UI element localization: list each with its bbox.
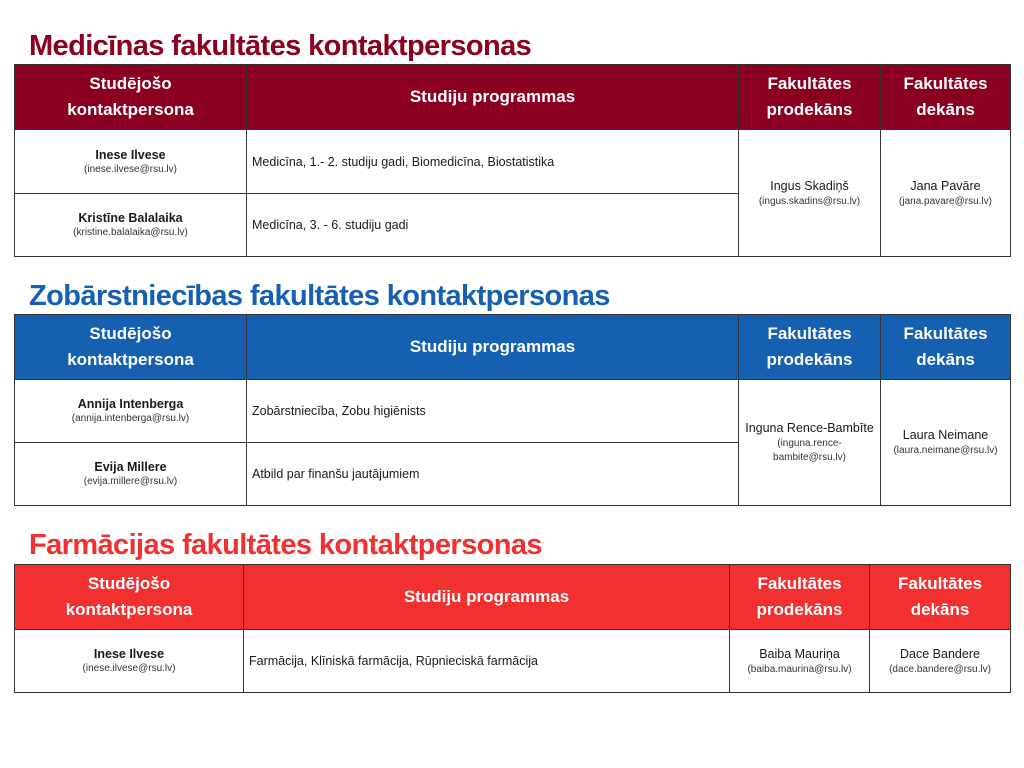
medicine-header-row [15,65,1011,130]
header-programs: Studiju programmas [247,315,739,380]
vice-dean-name: Inguna Rence-Bambīte [745,421,874,435]
contact-person-cell [15,380,247,443]
vice-dean-email[interactable]: (baiba.maurina@rsu.lv) [747,663,852,675]
medicine-contacts-table [14,64,1011,257]
programs-cell: Medicīna, 3. - 6. studiju gadi [247,194,739,257]
contact-name: Kristīne Balalaika [78,211,183,225]
dean-name: Dace Bandere [900,646,980,661]
header-vice-dean: Fakultātes prodekāns [739,65,881,130]
dean-cell [881,380,1011,506]
contact-person-cell [15,130,247,194]
vice-dean-cell [730,630,870,693]
programs-cell: Zobārstniecība, Zobu higiēnists [247,380,739,443]
dean-cell [881,130,1011,257]
dean-email[interactable]: (dace.bandere@rsu.lv) [889,663,991,675]
vice-dean-email[interactable]: (inguna.rence-bambite@rsu.lv) [773,438,846,463]
dean-name: Jana Pavāre [910,178,981,193]
header-student-contact: Studējošo kontaktpersona [15,565,244,630]
dean-email[interactable]: (jana.pavare@rsu.lv) [899,195,992,207]
header-programs: Studiju programmas [247,65,739,130]
vice-dean-cell [739,130,881,257]
header-vice-dean: Fakultātes prodekāns [730,565,870,630]
dentistry-header-row [15,315,1011,380]
header-dean: Fakultātes dekāns [870,565,1011,630]
contact-email[interactable]: (evija.millere@rsu.lv) [83,476,178,487]
programs-cell: Farmācija, Klīniskā farmācija, Rūpnieciskā farmācija [244,630,730,693]
table-row [15,630,1011,693]
contact-person-cell [15,630,244,693]
header-programs: Studiju programmas [244,565,730,630]
programs-cell: Atbild par finanšu jautājumiem [247,443,739,506]
dean-email[interactable]: (laura.neimane@rsu.lv) [893,445,998,456]
vice-dean-name: Ingus Skadiņš [770,178,849,193]
dean-cell [870,630,1011,693]
medicine-section-title: Medicīnas fakultātes kontaktpersonas [29,30,532,62]
dentistry-section-title: Zobārstniecības fakultātes kontaktpersonas [29,280,610,312]
header-dean: Fakultātes dekāns [881,65,1011,130]
table-row [15,130,1011,194]
contact-person-cell [15,194,247,257]
pharmacy-contacts-table [14,564,1011,693]
contact-email[interactable]: (kristine.balalaika@rsu.lv) [73,227,188,238]
header-student-contact: Studējošo kontaktpersona [15,315,247,380]
dean-name: Laura Neimane [902,428,989,442]
contact-name: Inese Ilvese [93,647,165,661]
contact-email[interactable]: (inese.ilvese@rsu.lv) [82,663,176,674]
contact-name: Annija Intenberga [77,397,184,411]
contact-email[interactable]: (inese.ilvese@rsu.lv) [84,163,177,175]
table-row [15,380,1011,443]
vice-dean-name: Baiba Mauriņa [759,646,840,661]
pharmacy-section-title: Farmācijas fakultātes kontaktpersonas [29,529,542,561]
header-student-contact: Studējošo kontaktpersona [15,65,247,130]
contact-person-cell [15,443,247,506]
header-dean: Fakultātes dekāns [881,315,1011,380]
vice-dean-email[interactable]: (ingus.skadins@rsu.lv) [758,195,861,207]
pharmacy-header-row [15,565,1011,630]
contact-name: Evija Millere [94,460,167,474]
contact-name: Inese Ilvese [95,147,166,162]
contact-email[interactable]: (annija.intenberga@rsu.lv) [71,413,190,424]
vice-dean-cell [739,380,881,506]
header-vice-dean: Fakultātes prodekāns [739,315,881,380]
programs-cell: Medicīna, 1.- 2. studiju gadi, Biomedicīna, Biostatistika [247,130,739,194]
dentistry-contacts-table [14,314,1011,506]
